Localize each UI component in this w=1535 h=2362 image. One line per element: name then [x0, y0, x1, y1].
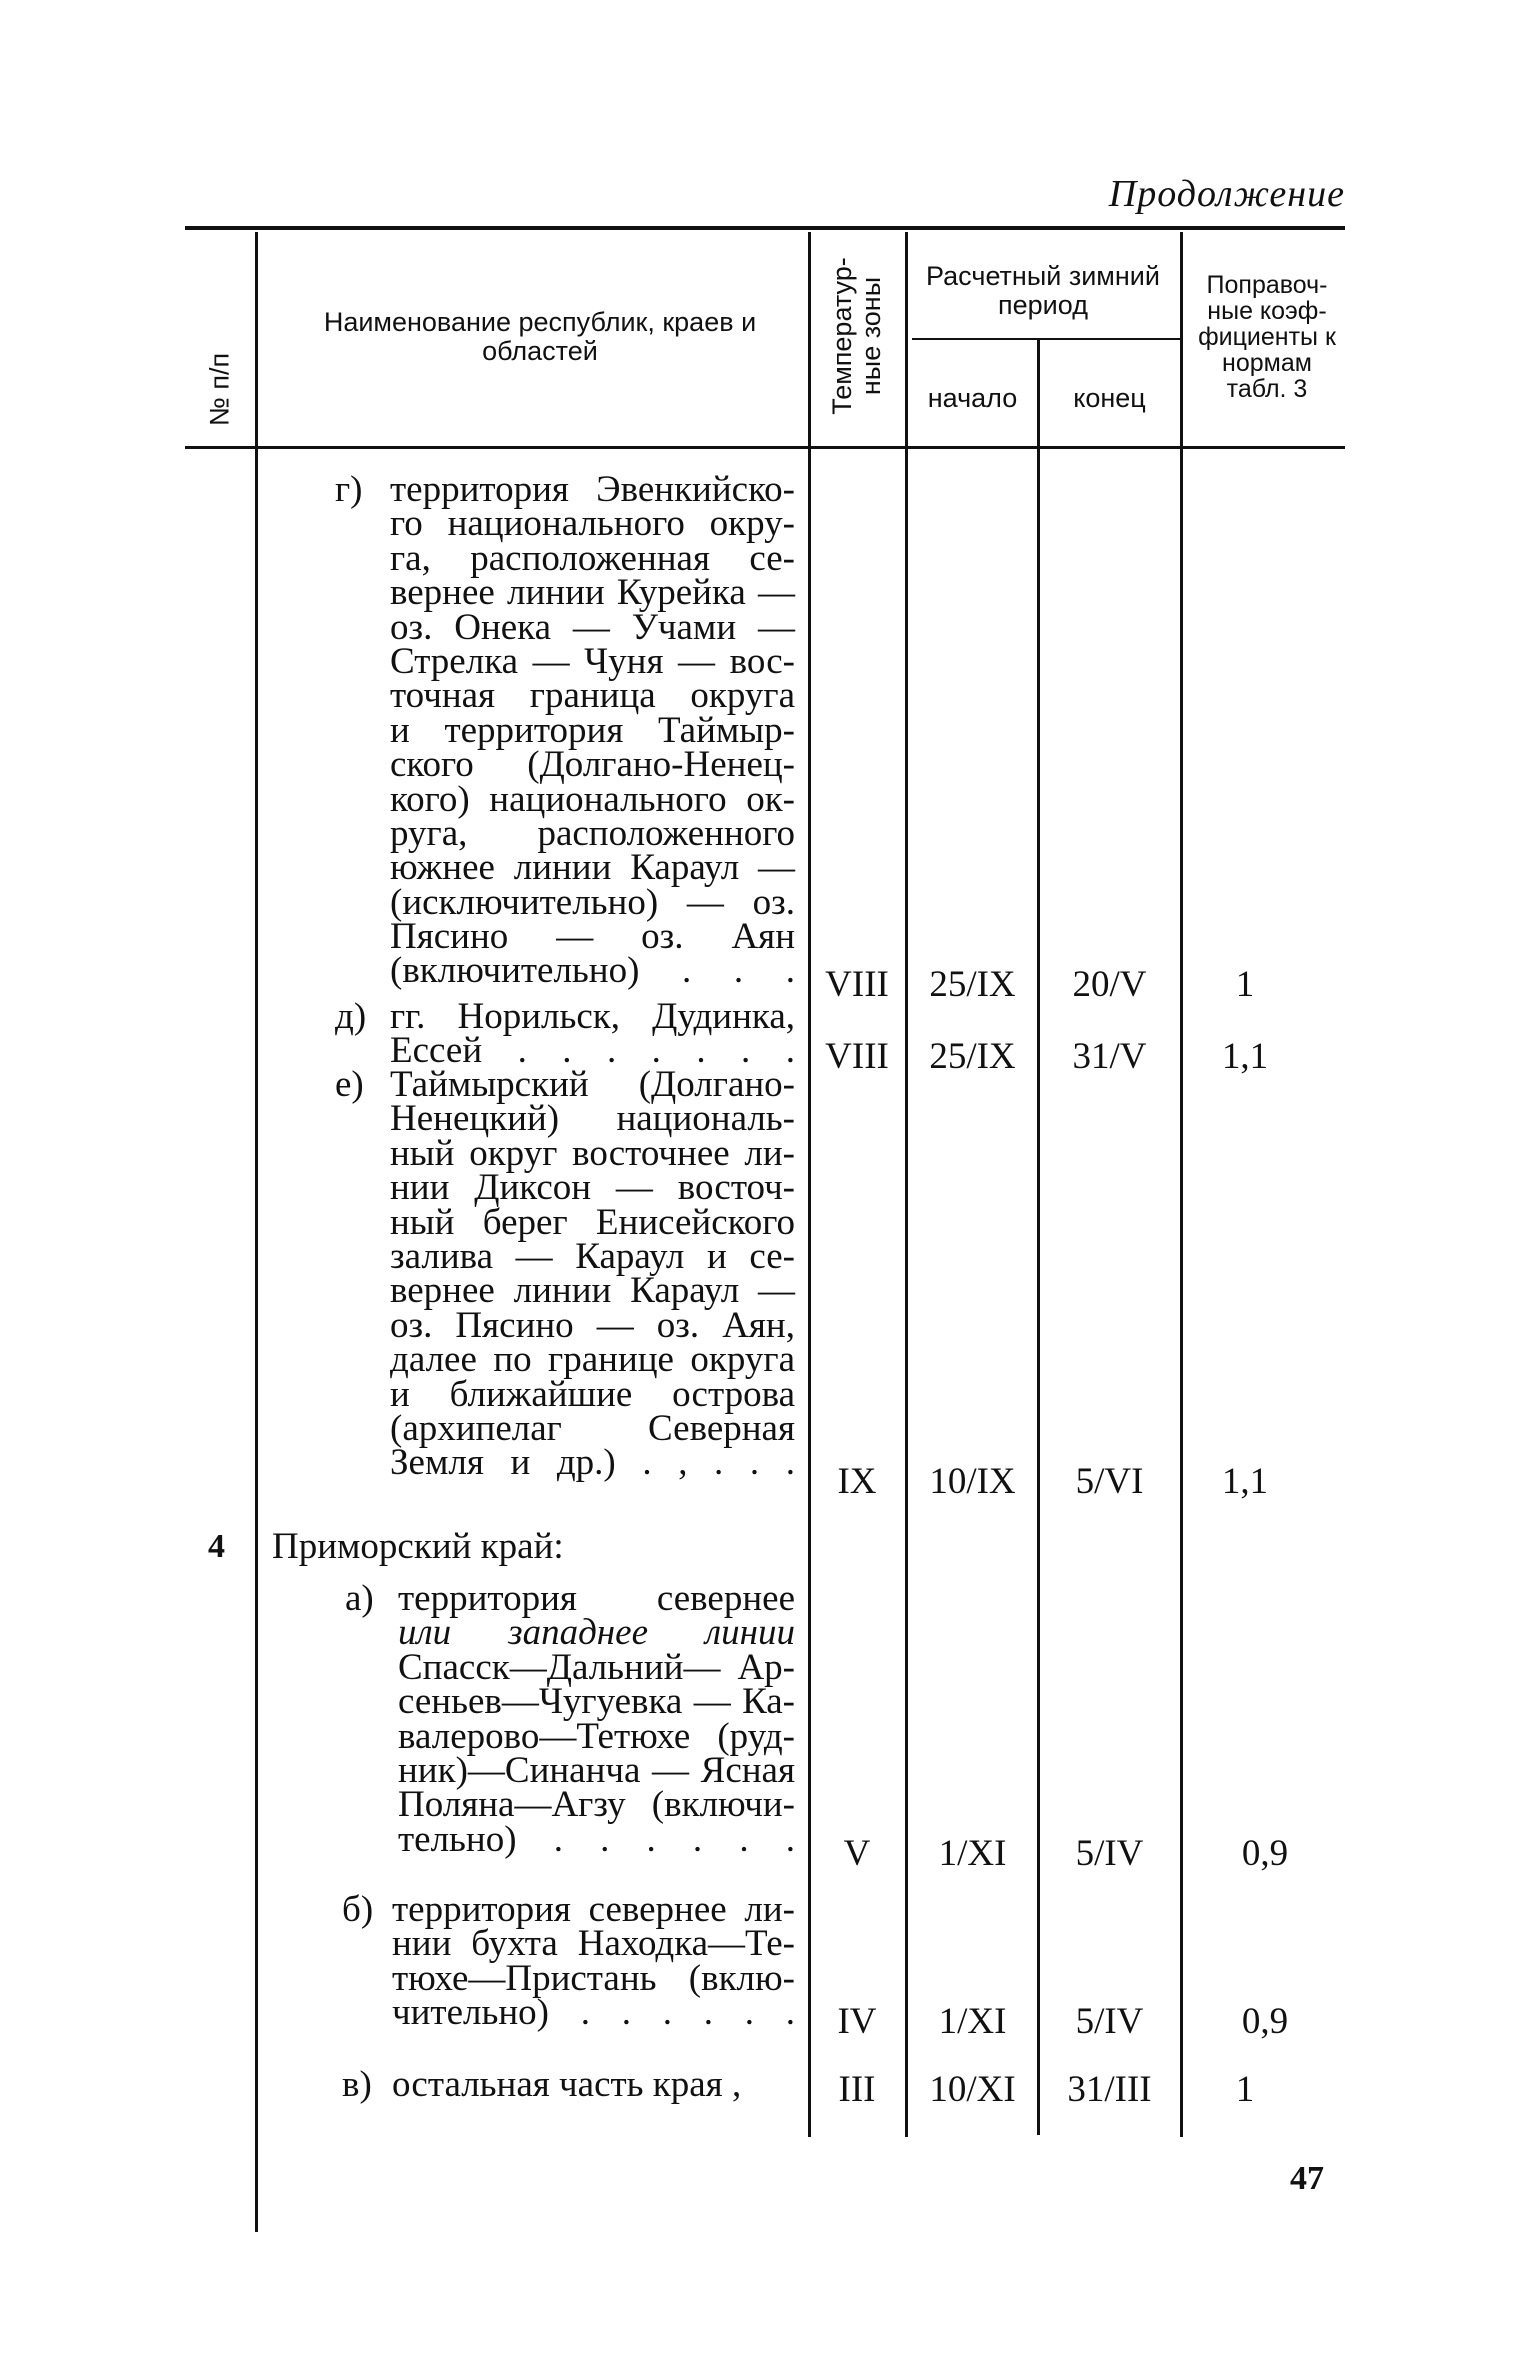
entry-marker: д)	[335, 996, 367, 1037]
start-value: 1/XI	[938, 2001, 1007, 2042]
header-period: Расчетный зимний период	[926, 261, 1160, 320]
header-start: начало	[927, 383, 1018, 413]
end-value: 5/IV	[1075, 1833, 1144, 1874]
coef-value: 1,1	[1221, 1461, 1269, 1502]
row-number: 4	[208, 1528, 225, 1565]
start-value: 10/IX	[929, 1461, 1016, 1502]
entry-text: территория Эвенкийско- го национального окру- га, расположенная се- вернее линии Курейка — оз. Онека — Учами — Стрелка — Чуня — вос- точная граница округа и территория Таймыр- ского (Долгано-Ненец- кого) национального ок- руга, расположенного южнее линии Караул — (исключительно) — оз. Пясино — оз. Аян (включительно) . . .	[390, 469, 795, 992]
column-divider-4	[1037, 340, 1040, 2135]
start-value: 1/XI	[938, 1833, 1007, 1874]
end-value: 31/III	[1067, 2069, 1152, 2110]
end-value: 5/VI	[1075, 1461, 1144, 1502]
coef-value: 0,9	[1241, 1833, 1289, 1874]
page-number: 47	[1290, 2160, 1324, 2197]
column-divider-1	[255, 232, 258, 2232]
entry-marker: в)	[342, 2064, 372, 2105]
zone-value: V	[843, 1833, 871, 1874]
entry-marker: а)	[345, 1578, 374, 1619]
entry-text: территория севернее ли- нии бухта Находка—Те- тюхе—Пристань (вклю- чительно) . . . . . .	[392, 1889, 795, 2034]
continued-label: Продолжение	[1108, 173, 1345, 215]
entry-marker: е)	[335, 1064, 364, 1105]
start-value: 25/IX	[929, 964, 1016, 1005]
start-value: 25/IX	[929, 1036, 1016, 1077]
column-divider-5	[1180, 232, 1183, 2137]
header-num: № п/п	[204, 352, 235, 427]
period-divider	[912, 338, 1182, 340]
header-end: конец	[1073, 383, 1146, 413]
entry-text: остальная часть края ,	[392, 2064, 742, 2105]
entry-marker: б)	[342, 1889, 374, 1930]
header-coef: Поправоч-ные коэф-фициенты к нормам табл. 3	[1198, 271, 1336, 403]
zone-value: III	[838, 2069, 876, 2110]
zone-value: IV	[837, 2001, 877, 2042]
coef-value: 1	[1235, 964, 1255, 1005]
entry-text: Таймырский (Долгано- Ненецкий) националь- ный округ восточнее ли- нии Диксон — восточ- ный берег Енисейского залива — Караул и се- вернее линии Караул — оз. Пясино — оз. Аян, далее по границе округа и ближайшие острова (архипелаг Северная Земля и др.) . , . . .	[390, 1064, 795, 1484]
table-top-rule	[185, 226, 1345, 230]
zone-value: VIII	[825, 964, 889, 1005]
zone-value: IX	[837, 1461, 877, 1502]
column-divider-3	[905, 232, 908, 2137]
header-bottom-rule	[185, 446, 1345, 449]
entry-text: гг. Норильск, Дудинка, Ессей . . . . . . .	[390, 996, 795, 1072]
region-title: Приморский край:	[272, 1526, 564, 1567]
column-divider-2	[808, 232, 811, 2137]
end-value: 5/IV	[1075, 2001, 1144, 2042]
end-value: 31/V	[1072, 1036, 1147, 1077]
coef-value: 1,1	[1221, 1036, 1269, 1077]
end-value: 20/V	[1072, 964, 1147, 1005]
coef-value: 0,9	[1241, 2001, 1289, 2042]
entry-marker: г)	[335, 469, 363, 510]
zone-value: VIII	[825, 1036, 889, 1077]
entry-text: территория севернее или западнее линии Спасск—Дальний— Ар- сеньев—Чугуевка — Ка- валерово—Тетюхе (руд- ник)—Синанча — Ясная Поляна—Агзу (включи- тельно) . . . . . .	[398, 1578, 795, 1860]
coef-value: 1	[1235, 2069, 1255, 2110]
header-zone: Температур-ные зоны	[827, 257, 886, 415]
header-name: Наименование республик, краев и областей	[323, 307, 757, 366]
start-value: 10/XI	[929, 2069, 1016, 2110]
